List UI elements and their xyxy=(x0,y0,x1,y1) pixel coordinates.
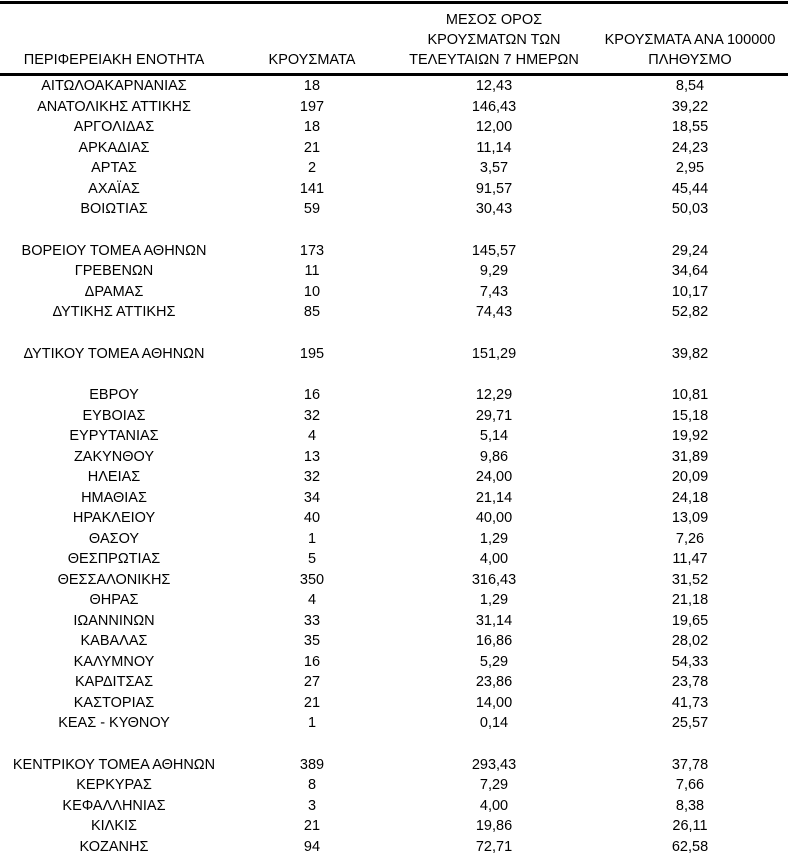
region-cell: ΑΡΤΑΣ xyxy=(91,160,137,176)
cases-cell: 195 xyxy=(299,345,325,362)
table-row xyxy=(0,241,788,262)
region-cell: ΒΟΙΩΤΙΑΣ xyxy=(80,201,148,217)
table-row xyxy=(0,117,788,138)
per-100k-cell: 39,82 xyxy=(671,345,709,362)
avg-7day-cell: 4,00 xyxy=(479,551,509,567)
table-row xyxy=(0,199,788,220)
table-row xyxy=(0,179,788,200)
region-cell: ΕΥΡΥΤΑΝΙΑΣ xyxy=(69,428,159,444)
cases-cell: 35 xyxy=(303,633,321,649)
table-row xyxy=(0,97,788,118)
column-header-avg-7day-line-1: ΜΕΣΟΣ ΟΡΟΣ xyxy=(445,12,543,28)
region-cell: ΚΑΣΤΟΡΙΑΣ xyxy=(73,694,155,711)
header-row xyxy=(0,3,788,75)
table-row xyxy=(0,652,788,673)
table-row xyxy=(0,282,788,303)
region-cell: ΚΕΡΚΥΡΑΣ xyxy=(76,777,152,793)
avg-7day-cell: 151,29 xyxy=(471,345,517,362)
column-header-per-100k xyxy=(592,3,788,75)
per-100k-cell: 24,18 xyxy=(671,489,709,506)
spacer-cell xyxy=(0,220,788,241)
per-100k-cell: 31,52 xyxy=(671,571,709,588)
cases-cell: 21 xyxy=(303,818,321,834)
group-spacer-row xyxy=(0,220,788,241)
column-header-avg-7day-line-3: ΤΕΛΕΥΤΑΙΩΝ 7 ΗΜΕΡΩΝ xyxy=(409,52,579,68)
cases-cell: 59 xyxy=(303,201,321,217)
column-header-region xyxy=(0,3,228,75)
region-cell: ΚΙΛΚΙΣ xyxy=(90,818,138,834)
cases-cell: 197 xyxy=(299,98,325,115)
cases-cell: 11 xyxy=(304,263,320,279)
table-row xyxy=(0,631,788,652)
per-100k-cell: 50,03 xyxy=(671,201,709,217)
per-100k-cell: 19,92 xyxy=(671,428,709,444)
avg-7day-cell: 24,00 xyxy=(475,469,513,485)
avg-7day-cell: 40,00 xyxy=(475,510,513,526)
per-100k-cell: 20,09 xyxy=(671,469,709,485)
region-cell: ΚΟΖΑΝΗΣ xyxy=(79,838,149,854)
cases-cell: 1 xyxy=(307,530,317,547)
per-100k-cell: 25,57 xyxy=(671,715,709,731)
per-100k-cell: 37,78 xyxy=(671,756,709,773)
cases-cell: 16 xyxy=(303,653,321,670)
cases-cell: 94 xyxy=(303,838,321,854)
region-cell: ΗΛΕΙΑΣ xyxy=(87,469,141,485)
region-cell: ΕΒΡΟΥ xyxy=(89,387,139,403)
avg-7day-cell: 316,43 xyxy=(471,571,517,588)
avg-7day-cell: 0,14 xyxy=(479,715,509,731)
avg-7day-cell: 12,29 xyxy=(475,387,513,403)
per-100k-cell: 7,26 xyxy=(675,530,705,547)
region-cell: ΘΕΣΣΑΛΟΝΙΚΗΣ xyxy=(57,571,171,588)
per-100k-cell: 10,17 xyxy=(671,283,709,300)
cases-cell: 27 xyxy=(303,674,321,690)
table-header xyxy=(0,3,788,75)
per-100k-cell: 19,65 xyxy=(671,612,709,629)
table-row xyxy=(0,672,788,693)
per-100k-cell: 34,64 xyxy=(671,263,709,279)
cases-cell: 32 xyxy=(303,407,321,424)
table-row xyxy=(0,426,788,447)
avg-7day-cell: 4,00 xyxy=(479,797,509,814)
cases-cell: 32 xyxy=(303,469,321,485)
table-row xyxy=(0,261,788,282)
table-row xyxy=(0,344,788,365)
table-row xyxy=(0,508,788,529)
group-spacer-row xyxy=(0,364,788,385)
region-cell: ΑΡΓΟΛΙΔΑΣ xyxy=(73,119,155,135)
column-header-region-label: ΠΕΡΙΦΕΡΕΙΑΚΗ ΕΝΟΤΗΤΑ xyxy=(23,52,205,68)
region-cell: ΕΥΒΟΙΑΣ xyxy=(82,407,146,424)
spacer-cell xyxy=(0,364,788,385)
table-row xyxy=(0,406,788,427)
column-header-avg-7day-line-2: ΚΡΟΥΣΜΑΤΩΝ ΤΩΝ xyxy=(427,32,561,48)
region-cell: ΚΕΦΑΛΛΗΝΙΑΣ xyxy=(62,797,166,814)
region-cell: ΓΡΕΒΕΝΩΝ xyxy=(74,263,154,279)
cases-cell: 85 xyxy=(303,304,321,320)
per-100k-cell: 52,82 xyxy=(671,304,709,320)
table-row xyxy=(0,302,788,323)
per-100k-cell: 8,54 xyxy=(675,78,705,94)
avg-7day-cell: 1,29 xyxy=(479,592,509,608)
cases-cell: 3 xyxy=(307,797,317,814)
cases-cell: 18 xyxy=(303,119,321,135)
table-row xyxy=(0,755,788,776)
avg-7day-cell: 7,29 xyxy=(479,777,509,793)
group-spacer-row xyxy=(0,734,788,755)
cases-cell: 4 xyxy=(307,592,317,608)
table-row xyxy=(0,138,788,159)
table-row xyxy=(0,693,788,714)
cases-cell: 34 xyxy=(303,489,321,506)
table-row xyxy=(0,570,788,591)
region-cell: ΖΑΚΥΝΘΟΥ xyxy=(73,448,155,465)
region-cell: ΒΟΡΕΙΟΥ ΤΟΜΕΑ ΑΘΗΝΩΝ xyxy=(21,242,207,259)
cases-cell: 18 xyxy=(303,78,321,94)
table-row xyxy=(0,837,788,854)
per-100k-cell: 62,58 xyxy=(671,838,709,854)
table-row xyxy=(0,158,788,179)
cases-cell: 350 xyxy=(299,571,325,588)
avg-7day-cell: 9,86 xyxy=(479,448,509,465)
cases-cell: 10 xyxy=(303,283,321,300)
region-cell: ΔΥΤΙΚΟΥ ΤΟΜΕΑ ΑΘΗΝΩΝ xyxy=(23,345,205,362)
per-100k-cell: 39,22 xyxy=(671,98,709,115)
avg-7day-cell: 145,57 xyxy=(471,242,517,259)
cases-cell: 16 xyxy=(303,387,321,403)
table-row xyxy=(0,488,788,509)
column-header-per-100k-line-2: ΠΛΗΘΥΣΜΟ xyxy=(648,52,732,68)
table-row xyxy=(0,796,788,817)
spacer-cell xyxy=(0,734,788,755)
avg-7day-cell: 91,57 xyxy=(475,180,513,197)
avg-7day-cell: 293,43 xyxy=(471,756,517,773)
table-row xyxy=(0,447,788,468)
table-row xyxy=(0,590,788,611)
avg-7day-cell: 21,14 xyxy=(475,489,513,506)
per-100k-cell: 21,18 xyxy=(671,592,709,608)
table-row xyxy=(0,549,788,570)
table-row xyxy=(0,467,788,488)
table-row xyxy=(0,775,788,796)
region-cell: ΘΗΡΑΣ xyxy=(89,592,139,608)
per-100k-cell: 7,66 xyxy=(675,777,705,793)
covid-region-table xyxy=(0,1,788,854)
region-cell: ΘΑΣΟΥ xyxy=(88,530,140,547)
table-row xyxy=(0,816,788,837)
cases-cell: 40 xyxy=(303,510,321,526)
per-100k-cell: 18,55 xyxy=(671,119,709,135)
avg-7day-cell: 12,00 xyxy=(475,119,513,135)
region-cell: ΙΩΑΝΝΙΝΩΝ xyxy=(73,612,155,629)
region-cell: ΘΕΣΠΡΩΤΙΑΣ xyxy=(67,551,161,567)
per-100k-cell: 29,24 xyxy=(671,242,709,259)
column-header-cases-label: ΚΡΟΥΣΜΑΤΑ xyxy=(268,52,356,68)
region-cell: ΑΧΑΪΑΣ xyxy=(88,180,140,197)
avg-7day-cell: 29,71 xyxy=(475,407,513,424)
cases-cell: 5 xyxy=(307,551,317,567)
avg-7day-cell: 23,86 xyxy=(475,674,513,690)
per-100k-cell: 11,47 xyxy=(672,551,708,567)
cases-cell: 173 xyxy=(299,242,325,259)
avg-7day-cell: 30,43 xyxy=(475,201,513,217)
avg-7day-cell: 7,43 xyxy=(479,283,509,300)
region-cell: ΗΜΑΘΙΑΣ xyxy=(81,489,147,506)
region-cell: ΚΑΡΔΙΤΣΑΣ xyxy=(74,674,154,690)
table-row xyxy=(0,713,788,734)
cases-cell: 21 xyxy=(303,694,321,711)
avg-7day-cell: 146,43 xyxy=(471,98,517,115)
table-row xyxy=(0,611,788,632)
region-cell: ΑΙΤΩΛΟΑΚΑΡΝΑΝΙΑΣ xyxy=(41,78,187,94)
group-spacer-row xyxy=(0,323,788,344)
column-header-avg-7day xyxy=(396,3,592,75)
cases-cell: 4 xyxy=(307,428,317,444)
region-cell: ΑΡΚΑΔΙΑΣ xyxy=(78,139,150,156)
cases-cell: 141 xyxy=(299,180,325,197)
avg-7day-cell: 3,57 xyxy=(479,160,509,176)
cases-cell: 33 xyxy=(303,612,321,629)
per-100k-cell: 2,95 xyxy=(675,160,705,176)
avg-7day-cell: 74,43 xyxy=(475,304,513,320)
per-100k-cell: 28,02 xyxy=(671,633,709,649)
per-100k-cell: 26,11 xyxy=(672,818,708,834)
cases-cell: 1 xyxy=(307,715,317,731)
region-cell: ΔΡΑΜΑΣ xyxy=(84,283,144,300)
region-cell: ΗΡΑΚΛΕΙΟΥ xyxy=(72,510,156,526)
table-row xyxy=(0,385,788,406)
avg-7day-cell: 72,71 xyxy=(475,838,513,854)
region-cell: ΔΥΤΙΚΗΣ ΑΤΤΙΚΗΣ xyxy=(52,304,176,320)
avg-7day-cell: 31,14 xyxy=(475,612,513,629)
per-100k-cell: 8,38 xyxy=(675,797,705,814)
region-cell: ΚΑΛΥΜΝΟΥ xyxy=(73,653,155,670)
cases-cell: 21 xyxy=(303,139,321,156)
per-100k-cell: 54,33 xyxy=(671,653,709,670)
avg-7day-cell: 16,86 xyxy=(475,633,513,649)
per-100k-cell: 45,44 xyxy=(671,180,709,197)
table-row xyxy=(0,529,788,550)
per-100k-cell: 23,78 xyxy=(671,674,709,690)
avg-7day-cell: 12,43 xyxy=(475,78,513,94)
per-100k-cell: 41,73 xyxy=(671,694,709,711)
per-100k-cell: 13,09 xyxy=(671,510,709,526)
avg-7day-cell: 19,86 xyxy=(475,818,513,834)
per-100k-cell: 15,18 xyxy=(671,407,709,424)
column-header-cases xyxy=(228,3,396,75)
region-cell: ΚΕΝΤΡΙΚΟΥ ΤΟΜΕΑ ΑΘΗΝΩΝ xyxy=(12,756,216,773)
column-header-per-100k-line-1: ΚΡΟΥΣΜΑΤΑ ΑΝΑ 100000 xyxy=(604,32,776,48)
avg-7day-cell: 11,14 xyxy=(476,139,512,156)
region-cell: ΑΝΑΤΟΛΙΚΗΣ ΑΤΤΙΚΗΣ xyxy=(37,98,191,115)
table-row xyxy=(0,75,788,97)
avg-7day-cell: 1,29 xyxy=(479,530,509,547)
per-100k-cell: 24,23 xyxy=(671,139,709,156)
cases-cell: 389 xyxy=(299,756,325,773)
region-cell: ΚΑΒΑΛΑΣ xyxy=(80,633,148,649)
avg-7day-cell: 9,29 xyxy=(479,263,509,279)
cases-cell: 8 xyxy=(307,777,317,793)
avg-7day-cell: 5,14 xyxy=(479,428,509,444)
per-100k-cell: 31,89 xyxy=(671,448,709,465)
per-100k-cell: 10,81 xyxy=(671,387,709,403)
avg-7day-cell: 14,00 xyxy=(475,694,513,711)
region-cell: ΚΕΑΣ - ΚΥΘΝΟΥ xyxy=(58,715,170,731)
cases-cell: 13 xyxy=(303,448,321,465)
cases-cell: 2 xyxy=(307,160,317,176)
table-body xyxy=(0,75,788,854)
avg-7day-cell: 5,29 xyxy=(479,653,509,670)
spacer-cell xyxy=(0,323,788,344)
